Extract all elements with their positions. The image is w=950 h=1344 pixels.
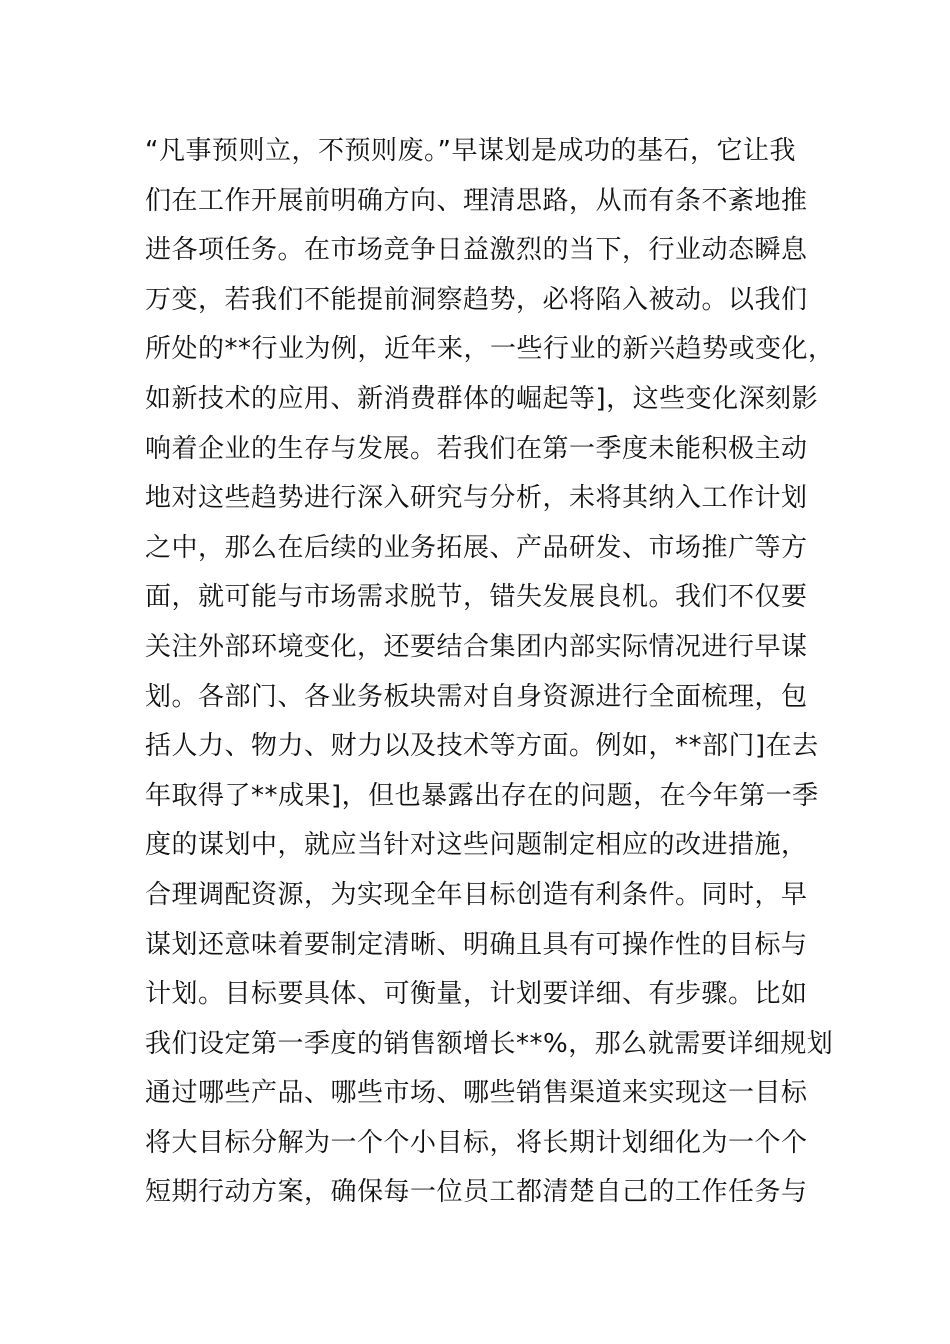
text-line: 们在工作开展前明确方向、理清思路，从而有条不紊地推 — [145, 185, 808, 216]
text-line: 括人力、物力、财力以及技术等方面。例如，**部门]在去 — [145, 731, 819, 762]
body-paragraph — [145, 127, 835, 1218]
text-line: 如新技术的应用、新消费群体的崛起等]，这些变化深刻影 — [145, 383, 819, 414]
text-line: 地对这些趋势进行深入研究与分析，未将其纳入工作计划 — [145, 483, 808, 514]
text-line: 度的谋划中，就应当针对这些问题制定相应的改进措施， — [145, 830, 808, 861]
text-line: 万变，若我们不能提前洞察趋势，必将陷入被动。以我们 — [145, 284, 808, 315]
text-line: 划。各部门、各业务板块需对自身资源进行全面梳理，包 — [145, 681, 808, 712]
text-line: 通过哪些产品、哪些市场、哪些销售渠道来实现这一目标 — [145, 1078, 808, 1109]
text-line: 所处的**行业为例，近年来，一些行业的新兴趋势或变化， — [145, 334, 835, 365]
text-line: 响着企业的生存与发展。若我们在第一季度未能积极主动 — [145, 433, 808, 464]
text-line: “凡事预则立，不预则废。”早谋划是成功的基石，它让我 — [145, 136, 796, 166]
text-line: 之中，那么在后续的业务拓展、产品研发、市场推广等方 — [145, 532, 808, 563]
text-line: 年取得了**成果]，但也暴露出存在的问题，在今年第一季 — [145, 780, 819, 811]
text-line: 将大目标分解为一个个小目标，将长期计划细化为一个个 — [145, 1127, 808, 1158]
text-line: 谋划还意味着要制定清晰、明确且具有可操作性的目标与 — [145, 929, 808, 960]
text-line: 面，就可能与市场需求脱节，错失发展良机。我们不仅要 — [145, 582, 808, 613]
text-line: 短期行动方案，确保每一位员工都清楚自己的工作任务与 — [145, 1177, 808, 1208]
text-line: 合理调配资源，为实现全年目标创造有利条件。同时，早 — [145, 879, 808, 910]
text-line: 计划。目标要具体、可衡量，计划要详细、有步骤。比如 — [145, 979, 808, 1010]
text-line: 关注外部环境变化，还要结合集团内部实际情况进行早谋 — [145, 631, 808, 662]
text-line: 进各项任务。在市场竞争日益激烈的当下，行业动态瞬息 — [145, 235, 808, 266]
text-line: 我们设定第一季度的销售额增长**%，那么就需要详细规划 — [145, 1028, 834, 1059]
